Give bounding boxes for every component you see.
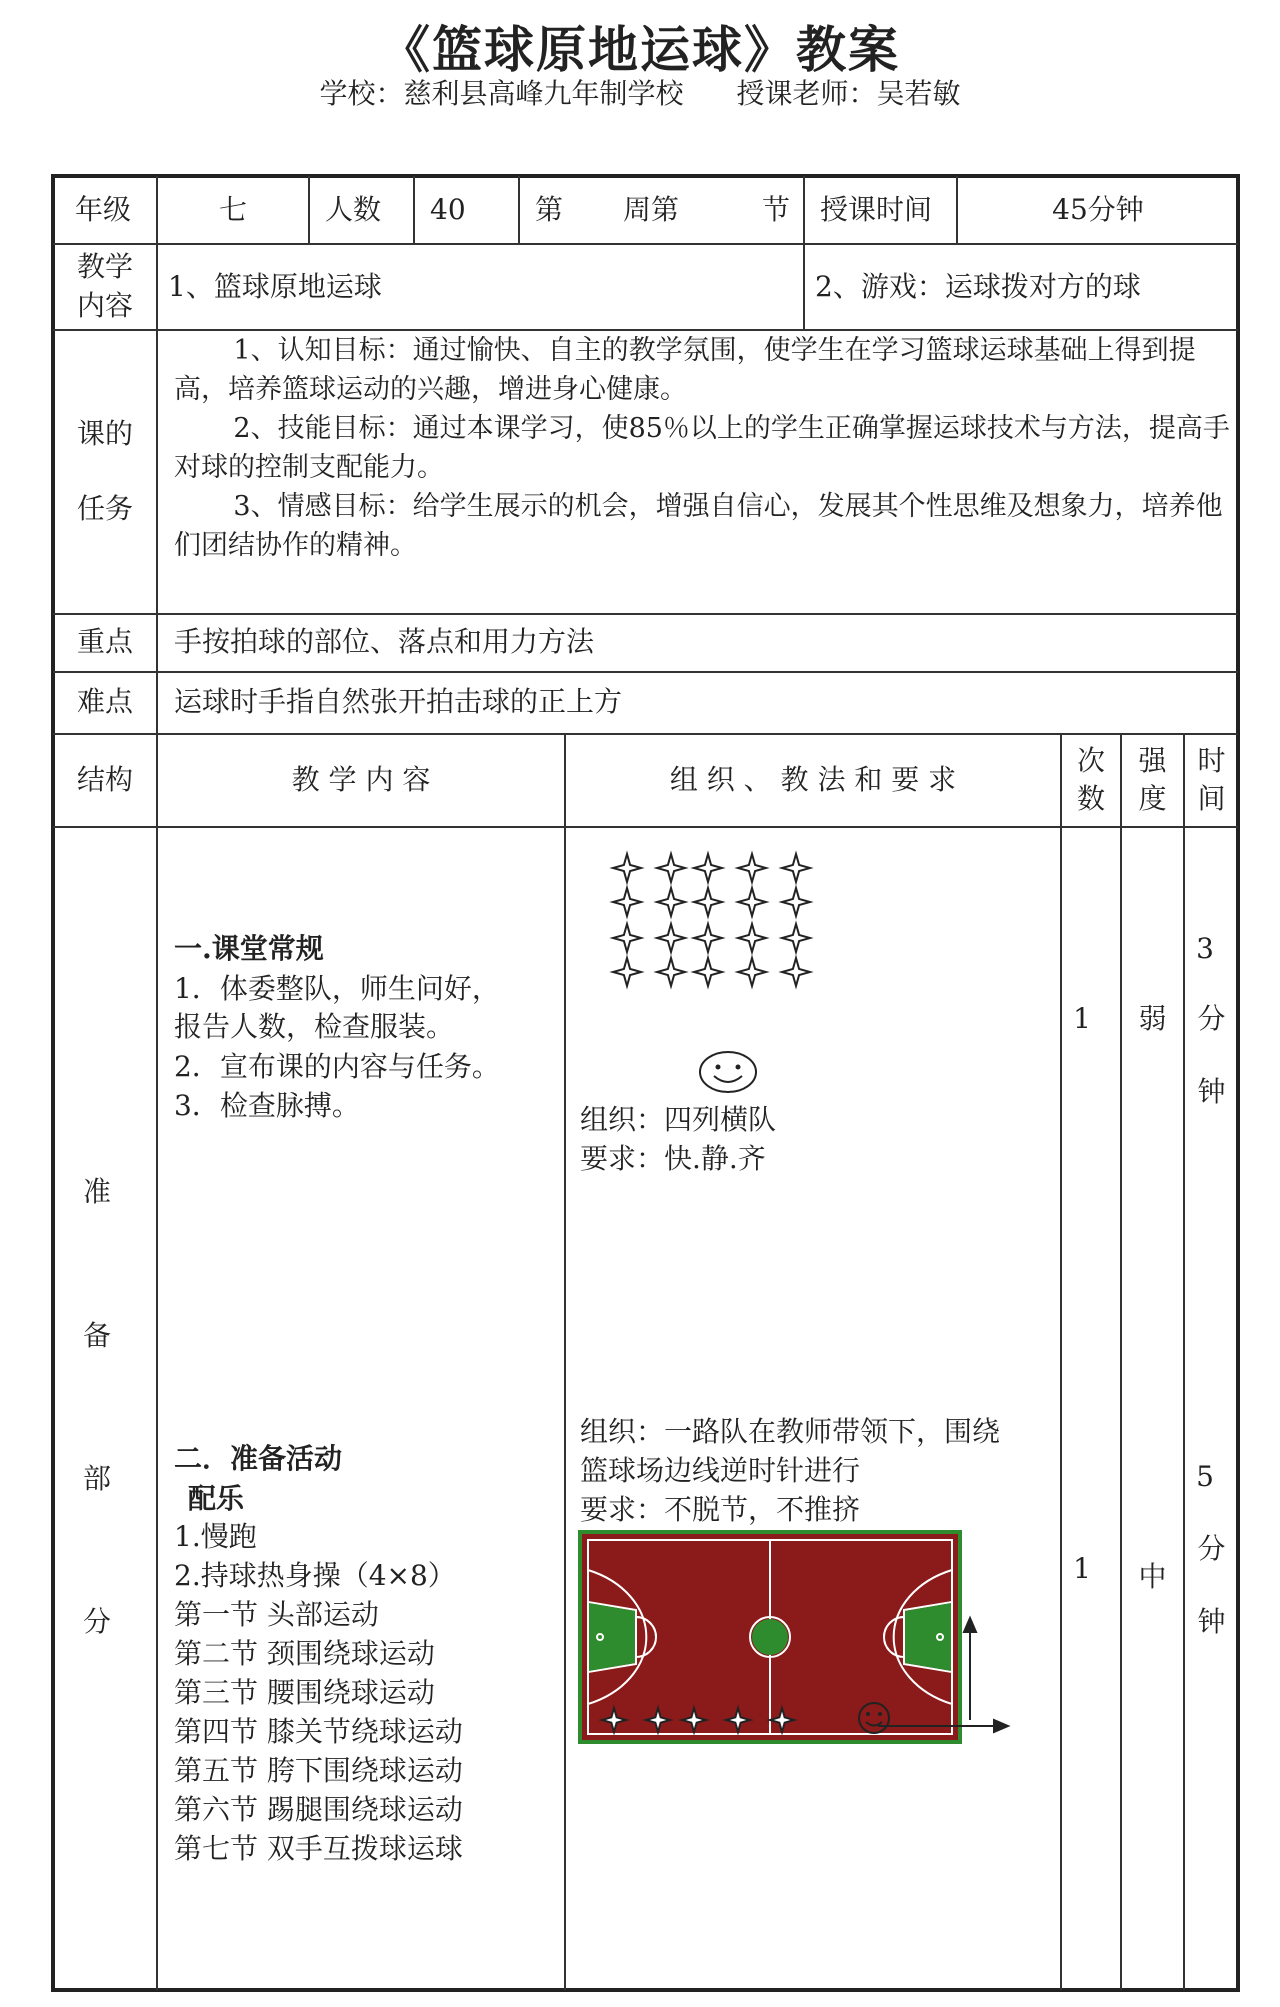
difficulty-label: 难点 [76, 685, 133, 718]
routine-requirement: 要求：快.静.齐 [580, 1142, 766, 1175]
content-item-2: 2、游戏：运球拨对方的球 [815, 270, 1141, 303]
warmup-time-unit-2: 钟 [1197, 1605, 1226, 1638]
basketball-court-diagram [578, 1530, 1018, 1745]
student-marker-icon [613, 924, 641, 952]
warmup-intensity: 中 [1138, 1560, 1167, 1593]
tasks-label-1: 课的 [76, 417, 133, 450]
warmup-reps: 1 [1073, 1552, 1091, 1585]
teacher-name: 授课老师：吴若敏 [736, 77, 961, 110]
student-marker-icon [782, 888, 810, 916]
warmup-line: 第二节 颈围绕球运动 [174, 1637, 435, 1670]
routine-line: 2．宣布课的内容与任务。 [174, 1050, 500, 1083]
warmup-line: 第三节 腰围绕球运动 [174, 1676, 435, 1709]
teacher-smiley-icon [700, 1052, 756, 1092]
student-marker-icon [694, 888, 722, 916]
difficulty-text: 运球时手指自然张开拍击球的正上方 [174, 685, 623, 718]
week-di: 第 [535, 193, 564, 226]
warmup-organization-1: 组织：一路队在教师带领下，围绕 [580, 1415, 1001, 1448]
student-marker-icon [738, 888, 766, 916]
routine-line: 3．检查脉搏。 [174, 1089, 360, 1122]
grade-label: 年级 [75, 193, 132, 226]
warmup-time-num: 5 [1196, 1460, 1214, 1493]
student-marker-icon [738, 854, 766, 882]
warmup-line: 第六节 踢腿围绕球运动 [174, 1793, 463, 1826]
key-text: 手按拍球的部位、落点和用力方法 [174, 625, 595, 658]
header-time-1: 时 [1197, 744, 1226, 777]
student-marker-icon [613, 958, 641, 986]
content-label-1: 教学 [76, 250, 133, 283]
class-time-value: 45分钟 [1052, 193, 1144, 226]
section-char-2: 备 [82, 1319, 111, 1352]
routine-time-unit-1: 分 [1197, 1002, 1226, 1035]
class-time-label: 授课时间 [820, 193, 933, 226]
student-marker-icon [694, 924, 722, 952]
student-marker-icon [738, 958, 766, 986]
student-marker-icon [657, 854, 685, 882]
warmup-line: 第七节 双手互拨球运球 [174, 1832, 463, 1865]
key-label: 重点 [76, 625, 133, 658]
header-content: 教 学 内 容 [291, 763, 431, 796]
content-label-2: 内容 [76, 289, 133, 322]
header-reps-1: 次 [1076, 744, 1105, 777]
count-value: 40 [430, 193, 466, 226]
tasks-label-2: 任务 [76, 492, 133, 525]
header-method: 组 织 、 教 法 和 要 求 [669, 763, 957, 796]
week-jie: 节 [762, 193, 791, 226]
warmup-heading: 二．准备活动 [174, 1442, 343, 1475]
routine-organization: 组织：四列横队 [580, 1103, 777, 1136]
student-marker-icon [657, 958, 685, 986]
warmup-line: 1.慢跑 [174, 1520, 257, 1553]
student-marker-icon [738, 924, 766, 952]
student-marker-icon [694, 958, 722, 986]
routine-line: 报告人数，检查服装。 [174, 1010, 455, 1043]
student-marker-icon [657, 924, 685, 952]
content-item-1: 1、篮球原地运球 [168, 270, 382, 303]
student-marker-icon [613, 888, 641, 916]
task-cognitive: 1、认知目标：通过愉快、自主的教学氛围，使学生在学习篮球运球基础上得到提高，培养篮球运动的兴趣，增进身心健康。 [174, 335, 1196, 405]
routine-time-num: 3 [1196, 932, 1214, 965]
grade-value: 七 [218, 193, 247, 226]
routine-heading: 一.课堂常规 [174, 932, 324, 965]
section-char-1: 准 [82, 1175, 111, 1208]
warmup-line: 2.持球热身操（4×8） [174, 1559, 456, 1592]
school-name: 学校：慈利县高峰九年制学校 [319, 77, 684, 110]
student-marker-icon [613, 854, 641, 882]
warmup-requirement: 要求：不脱节，不推挤 [580, 1493, 861, 1526]
warmup-time-unit-1: 分 [1197, 1532, 1226, 1565]
student-marker-icon [782, 924, 810, 952]
task-emotion: 3、情感目标：给学生展示的机会，增强自信心，发展其个性思维及想象力，培养他们团结协作的精神。 [174, 491, 1223, 561]
count-label: 人数 [325, 193, 382, 226]
task-skill: 2、技能目标：通过本课学习，使85％以上的学生正确掌握运球技术与方法，提高手对球的控制支配能力。 [174, 413, 1230, 483]
student-marker-icon [694, 854, 722, 882]
tasks-paragraphs [174, 331, 1232, 565]
header-structure: 结构 [76, 763, 133, 796]
formation-diagram [600, 840, 900, 1100]
page-subtitle [0, 72, 1280, 112]
week-zhou: 周第 [623, 193, 680, 226]
warmup-line: 第四节 膝关节绕球运动 [174, 1715, 463, 1748]
student-marker-icon [782, 958, 810, 986]
student-marker-icon [782, 854, 810, 882]
warmup-line: 第一节 头部运动 [174, 1598, 379, 1631]
routine-time-unit-2: 钟 [1197, 1075, 1226, 1108]
page-title: 《篮球原地运球》教案 [380, 21, 900, 79]
student-marker-icon [657, 888, 685, 916]
warmup-organization-2: 篮球场边线逆时针进行 [580, 1454, 861, 1487]
section-char-4: 分 [82, 1605, 111, 1638]
section-char-3: 部 [82, 1462, 111, 1495]
routine-line: 1．体委整队，师生问好， [174, 972, 500, 1005]
header-reps-2: 数 [1076, 782, 1105, 815]
routine-intensity: 弱 [1138, 1002, 1167, 1035]
routine-reps: 1 [1073, 1002, 1091, 1035]
warmup-music: 配乐 [188, 1482, 245, 1515]
warmup-line: 第五节 胯下围绕球运动 [174, 1754, 463, 1787]
header-intensity-2: 度 [1138, 782, 1167, 815]
header-intensity-1: 强 [1138, 744, 1167, 777]
header-time-2: 间 [1197, 782, 1226, 815]
